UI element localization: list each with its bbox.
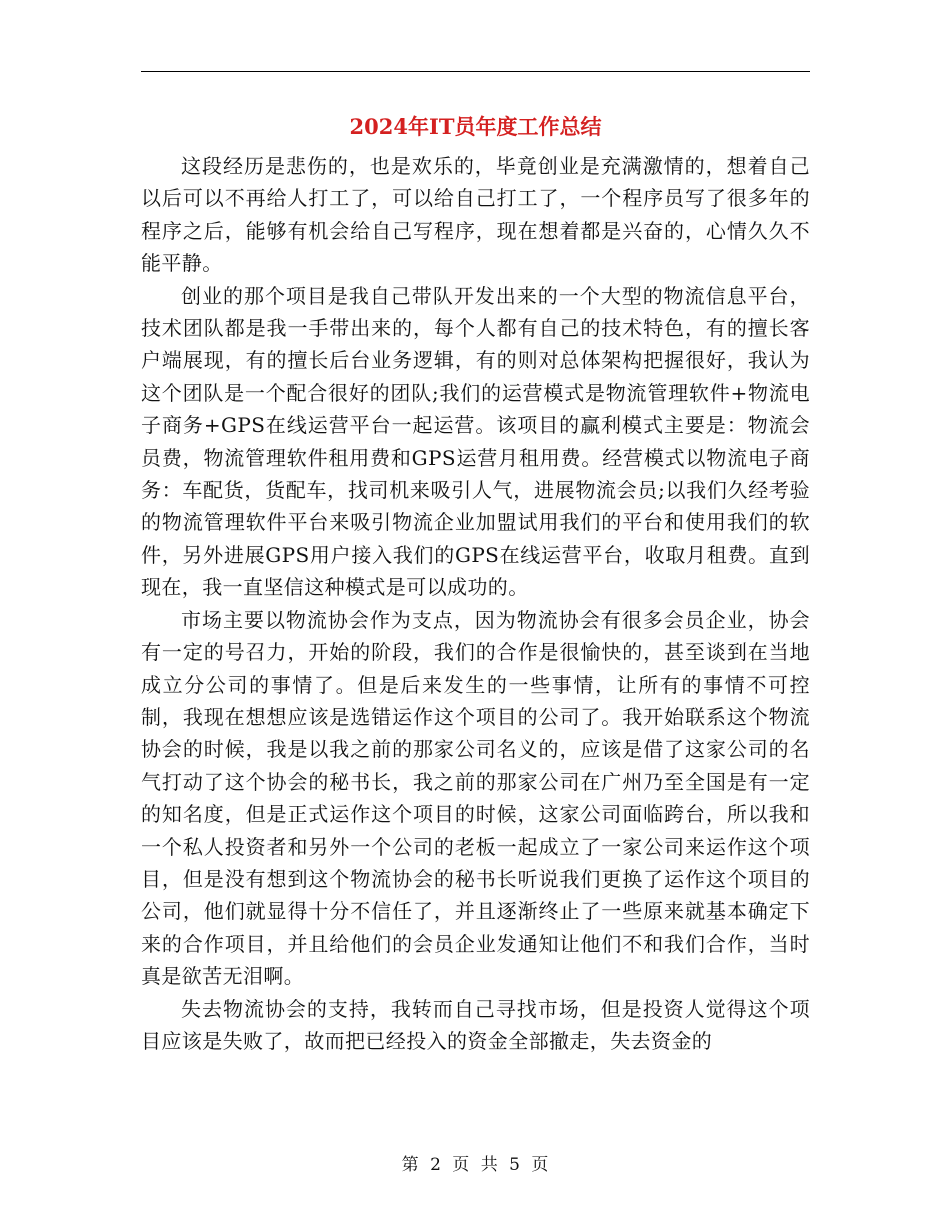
paragraph-3: 市场主要以物流协会作为支点，因为物流协会有很多会员企业，协会有一定的号召力，开始的阶段，我们的合作是很愉快的，甚至谈到在当地成立分公司的事情了。但是后来发生的一些事情，让所有的事情不可控制，我现在想想应该是选错运作这个项目的公司了。我开始联系这个物流协会的时候，我是以我之前的那家公司名义的，应该是借了这家公司的名气打动了这个协会的秘书长，我之前的那家公司在广州乃至全国是有一定的知名度，但是正式运作这个项目的时候，这家公司面临跨台，所以我和一个私人投资者和另外一个公司的老板一起成立了一家公司来运作这个项目，但是没有想到这个物流协会的秘书长听说我们更换了运作这个项目的公司，他们就显得十分不信任了，并且逐渐终止了一些原来就基本确定下来的合作项目，并且给他们的会员企业发通知让他们不和我们合作，当时真是欲苦无泪啊。 [141,607,810,989]
paragraph-1: 这段经历是悲伤的，也是欢乐的，毕竟创业是充满激情的，想着自己以后可以不再给人打工了，可以给自己打工了，一个程序员写了很多年的程序之后，能够有机会给自己写程序，现在想着都是兴奋的，心情久久不能平静。 [141,154,810,276]
document-title: 2024年IT员年度工作总结 [349,114,602,139]
paragraph-2: 创业的那个项目是我自己带队开发出来的一个大型的物流信息平台，技术团队都是我一手带出来的，每个人都有自己的技术特色，有的擅长客户端展现，有的擅长后台业务逻辑，有的则对总体架构把握很好，我认为这个团队是一个配合很好的团队;我们的运营模式是物流管理软件+物流电子商务+GPS在线运营平台一起运营。该项目的赢利模式主要是：物流会员费，物流管理软件租用费和GPS运营月租用费。经营模式以物流电子商务：车配货，货配车，找司机来吸引人气，进展物流会员;以我们久经考验的物流管理软件平台来吸引物流企业加盟试用我们的平台和使用我们的软件，另外进展GPS用户接入我们的GPS在线运营平台，收取月租费。直到现在，我一直坚信这种模式是可以成功的。 [141,283,810,600]
document-body [141,150,810,1057]
paragraph-4: 失去物流协会的支持，我转而自己寻找市场，但是投资人觉得这个项目应该是失败了，故而把已经投入的资金全部撤走，失去资金的 [141,996,810,1053]
page-number-footer: 第 2 页 共 5 页 [401,1155,549,1175]
header-rule [141,71,810,72]
